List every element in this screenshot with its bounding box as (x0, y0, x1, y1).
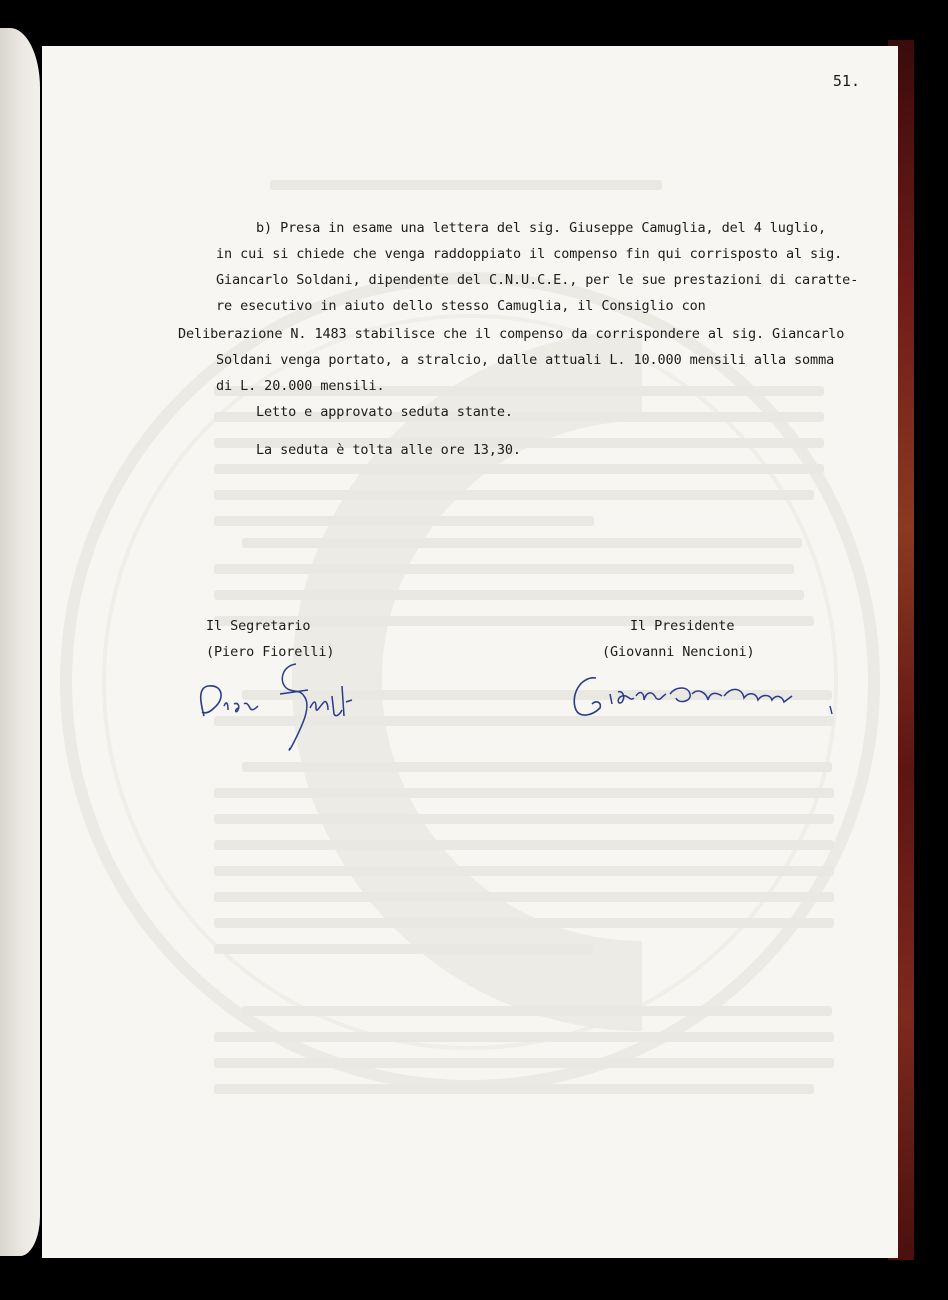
page-number: 51. (832, 72, 860, 90)
secretary-name: (Piero Fiorelli) (206, 644, 335, 660)
body-line: b) Presa in esame una lettera del sig. Giuseppe Camuglia, del 4 luglio, (256, 220, 826, 236)
show-through-line (214, 1032, 834, 1042)
show-through-line (214, 866, 834, 876)
left-page-edge (0, 28, 40, 1256)
show-through-line (214, 1084, 814, 1094)
show-through-line (270, 180, 662, 190)
show-through-line (214, 490, 814, 500)
show-through-line (214, 944, 594, 954)
show-through-line (242, 1006, 832, 1016)
document-page (42, 46, 898, 1258)
show-through-line (214, 590, 804, 600)
body-line: Giancarlo Soldani, dipendente del C.N.U.C.E., per le sue prestazioni di caratte- (216, 272, 859, 288)
show-through-line (214, 814, 834, 824)
show-through-line (214, 464, 824, 474)
show-through-line (214, 892, 834, 902)
president-title: Il Presidente (630, 618, 735, 634)
show-through-line (242, 762, 832, 772)
body-line: di L. 20.000 mensili. (216, 378, 385, 394)
show-through-line (214, 1058, 834, 1068)
body-line: Letto e approvato seduta stante. (256, 404, 513, 420)
show-through-line (214, 918, 834, 928)
show-through-line (214, 564, 794, 574)
body-line: Deliberazione N. 1483 stabilisce che il compenso da corrispondere al sig. Giancarlo (178, 326, 845, 342)
show-through-line (214, 516, 594, 526)
show-through-line (242, 538, 802, 548)
secretary-signature (192, 646, 362, 756)
secretary-title: Il Segretario (206, 618, 311, 634)
body-line: in cui si chiede che venga raddoppiato il compenso fin qui corrisposto al sig. (216, 246, 843, 262)
president-name: (Giovanni Nencioni) (602, 644, 755, 660)
show-through-line (214, 840, 834, 850)
president-signature (566, 662, 846, 732)
body-line: re esecutivo in aiuto dello stesso Camuglia, il Consiglio con (216, 298, 706, 314)
body-line: Soldani venga portato, a stralcio, dalle attuali L. 10.000 mensili alla somma (216, 352, 835, 368)
body-line: La seduta è tolta alle ore 13,30. (256, 442, 521, 458)
show-through-line (214, 788, 834, 798)
